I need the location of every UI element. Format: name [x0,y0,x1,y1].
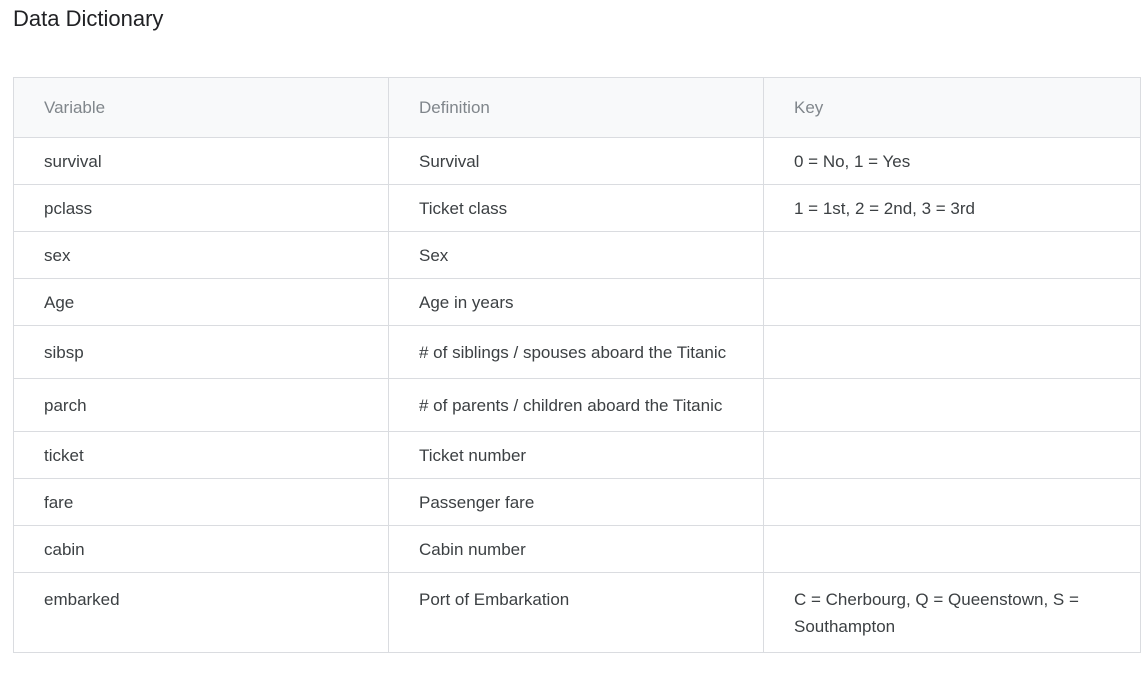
key-cell [764,232,1141,279]
page-title: Data Dictionary [13,6,164,31]
definition-cell: # of parents / children aboard the Titanic [389,379,764,432]
table-row [14,279,1141,326]
column-header-key: Key [764,78,1141,138]
variable-cell: parch [14,379,389,432]
definition-cell: Age in years [389,279,764,326]
variable-cell: ticket [14,432,389,479]
variable-cell: sibsp [14,326,389,379]
variable-cell: embarked [14,573,389,653]
definition-cell: # of siblings / spouses aboard the Titanic [389,326,764,379]
table-row [14,526,1141,573]
table-row [14,232,1141,279]
definition-cell: Survival [389,138,764,185]
definition-cell: Passenger fare [389,479,764,526]
key-cell: C = Cherbourg, Q = Queenstown, S = Southampton [764,573,1141,653]
variable-cell: fare [14,479,389,526]
definition-cell: Cabin number [389,526,764,573]
table-row [14,432,1141,479]
definition-cell: Port of Embarkation [389,573,764,653]
table-row [14,185,1141,232]
column-header-definition: Definition [389,78,764,138]
table-row [14,479,1141,526]
key-cell [764,432,1141,479]
definition-cell: Ticket number [389,432,764,479]
key-cell [764,479,1141,526]
table-row [14,138,1141,185]
key-cell [764,279,1141,326]
definition-cell: Ticket class [389,185,764,232]
data-dictionary-table [13,77,1141,653]
variable-cell: survival [14,138,389,185]
variable-cell: pclass [14,185,389,232]
key-cell [764,379,1141,432]
key-cell: 0 = No, 1 = Yes [764,138,1141,185]
variable-cell: sex [14,232,389,279]
key-cell: 1 = 1st, 2 = 2nd, 3 = 3rd [764,185,1141,232]
table-row [14,379,1141,432]
column-header-variable: Variable [14,78,389,138]
variable-cell: Age [14,279,389,326]
definition-cell: Sex [389,232,764,279]
key-cell [764,526,1141,573]
table-row [14,573,1141,653]
table-row [14,326,1141,379]
variable-cell: cabin [14,526,389,573]
key-cell [764,326,1141,379]
table-header-row [14,78,1141,138]
